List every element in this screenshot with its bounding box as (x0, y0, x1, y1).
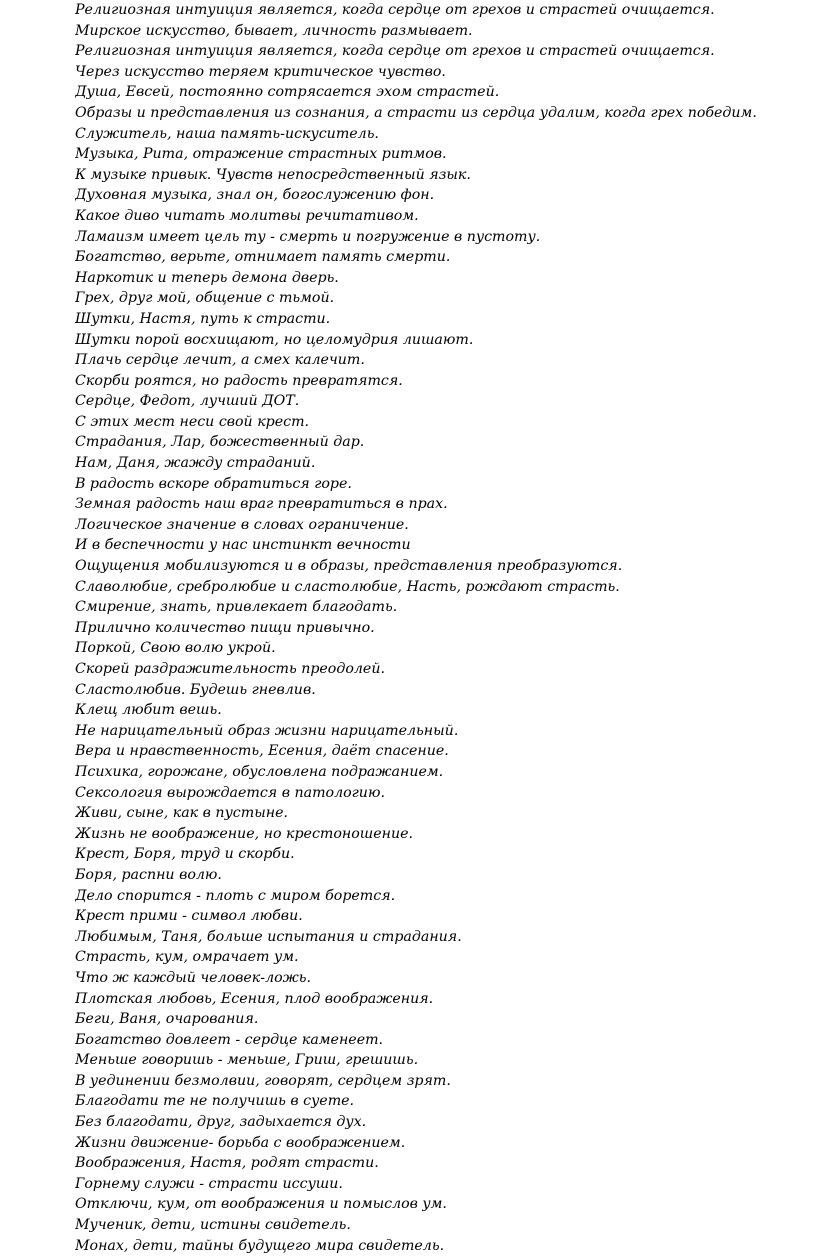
text-line: К музыке привык. Чувств непосредственный язык. (75, 166, 471, 183)
text-line: Не нарицательный образ жизни нарицательный. (75, 722, 459, 739)
text-line: Воображения, Настя, родят страсти. (75, 1155, 379, 1172)
text-line: Богатство, верьте, отнимает память смерти. (75, 249, 451, 266)
text-line: Беги, Ваня, очарования. (75, 1011, 259, 1028)
text-line: Жизни движение- борьба с воображением. (75, 1134, 406, 1151)
text-line: Сердце, Федот, лучший ДОТ. (75, 393, 300, 410)
text-line: Любимым, Таня, больше испытания и страдания. (75, 928, 462, 945)
text-line: Грех, друг мой, общение с тьмой. (75, 290, 335, 307)
text-line: Горнему служи - страсти иссуши. (75, 1175, 343, 1192)
text-line: Славолюбие, сребролюбие и сластолюбие, Насть, рождают страсть. (75, 578, 620, 595)
text-line: Служитель, наша память-искуситель. (75, 125, 379, 142)
text-line: Шутки порой восхищают, но целомудрия лишают. (75, 331, 474, 348)
text-line: Какое диво читать молитвы речитативом. (75, 207, 419, 224)
text-line: В уединении безмолвии, говорят, сердцем зрят. (75, 1072, 451, 1089)
text-lines (75, 0, 810, 1256)
text-line: Логическое значение в словах ограничение. (75, 516, 409, 533)
text-line: Ощущения мобилизуются и в образы, представления преобразуются. (75, 558, 623, 575)
text-line: Через искусство теряем критическое чувство. (75, 63, 446, 80)
text-line: Боря, распни волю. (75, 866, 222, 883)
text-line: Музыка, Рита, отражение страстных ритмов. (75, 146, 447, 163)
text-line: Сластолюбив. Будешь гневлив. (75, 681, 316, 698)
text-line: Земная радость наш враг превратиться в прах. (75, 496, 448, 513)
text-line: Поркой, Свою волю укрой. (75, 640, 276, 657)
text-line: Душа, Евсей, постоянно сотрясается эхом страстей. (75, 84, 500, 101)
text-line: Крест, Боря, труд и скорби. (75, 846, 295, 863)
text-line: Психика, горожане, обусловлена подражанием. (75, 763, 444, 780)
text-line: Мирское искусство, бывает, личность размывает. (75, 22, 473, 39)
text-line: Прилично количество пищи привычно. (75, 619, 375, 636)
text-line: Мученик, дети, истины свидетель. (75, 1217, 351, 1234)
text-line: Плачь сердце лечит, а смех калечит. (75, 352, 365, 369)
text-line: Клещ любит вешь. (75, 702, 222, 719)
text-line: Крест прими - символ любви. (75, 908, 303, 925)
text-line: Что ж каждый человек-ложь. (75, 969, 312, 986)
text-line: С этих мест неси свой крест. (75, 413, 310, 430)
text-line: Вера и нравственность, Есения, даёт спасение. (75, 743, 449, 760)
text-line: Без благодати, друг, задыхается дух. (75, 1114, 367, 1131)
text-line: Отключи, кум, от воображения и помыслов ум. (75, 1196, 447, 1213)
text-line: Скорби роятся, но радость превратятся. (75, 372, 403, 389)
text-line: Религиозная интуиция является, когда сердце от грехов и страстей очищается. (75, 2, 715, 18)
text-line: Живи, сыне, как в пустыне. (75, 805, 289, 822)
text-line: Образы и представления из сознания, а страсти из сердца удалим, когда грех победим. (75, 104, 757, 121)
text-line: Благодати те не получишь в суете. (75, 1093, 355, 1110)
text-line: Дело спорится - плоть с миром борется. (75, 887, 396, 904)
text-line: Религиозная интуиция является, когда сердце от грехов и страстей очищается. (75, 43, 715, 60)
text-line: Смирение, знать, привлекает благодать. (75, 599, 398, 616)
text-line: Богатство довлеет - сердце каменеет. (75, 1031, 384, 1048)
text-line: Меньше говоришь - меньше, Гриш, грешишь. (75, 1052, 419, 1069)
text-line: Духовная музыка, знал он, богослужению фон. (75, 187, 435, 204)
text-line: Жизнь не воображение, но крестоношение. (75, 825, 414, 842)
text-line: Монах, дети, тайны будущего мира свидетель. (75, 1237, 445, 1254)
text-line: Ламаизм имеет цель ту - смерть и погружение в пустоту. (75, 228, 541, 245)
text-line: И в беспечности у нас инстинкт вечности (75, 537, 411, 554)
text-line: Сексология вырождается в патологию. (75, 784, 385, 801)
text-line: Страдания, Лар, божественный дар. (75, 434, 365, 451)
text-line: Нам, Даня, жажду страданий. (75, 455, 316, 472)
text-line: В радость вскоре обратиться горе. (75, 475, 352, 492)
text-line: Страсть, кум, омрачает ум. (75, 949, 299, 966)
text-line: Скорей раздражительность преодолей. (75, 661, 385, 677)
text-line: Шутки, Настя, путь к страсти. (75, 310, 331, 327)
text-line: Плотская любовь, Есения, плод воображения. (75, 990, 434, 1007)
text-line: Наркотик и теперь демона дверь. (75, 269, 339, 286)
